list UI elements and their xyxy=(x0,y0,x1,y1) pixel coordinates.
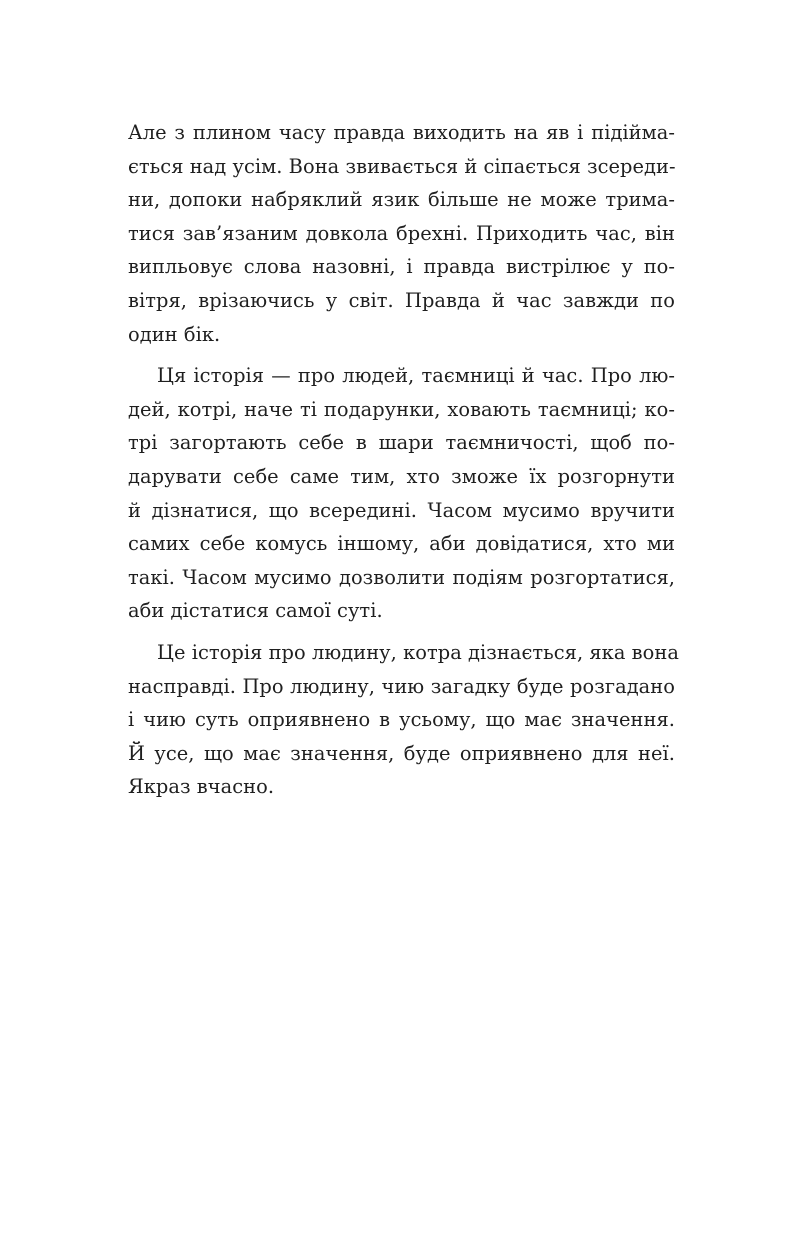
text-line: і чию суть оприявнено в усьому, що має значення. xyxy=(128,708,675,732)
text-line: й дізнатися, що всередині. Часом мусимо вручити xyxy=(128,498,675,522)
text-line: Це історія про людину, котра дізнається, яка вона xyxy=(157,640,679,664)
text-line: ни, допоки набряклий язик більше не може трима- xyxy=(128,188,675,212)
text-line: такі. Часом мусимо дозволити подіям розгортатися, xyxy=(128,565,675,589)
body-text xyxy=(128,116,679,812)
text-line: дей, котрі, наче ті подарунки, ховають таємниці; ко- xyxy=(128,397,675,421)
text-line: випльовує слова назовні, і правда вистрілює у по- xyxy=(128,255,675,279)
paragraph-1 xyxy=(128,116,675,351)
paragraph-3 xyxy=(128,636,679,804)
text-line: Й усе, що має значення, буде оприявнено для неї. xyxy=(128,741,675,765)
text-line: аби дістатися самої суті. xyxy=(128,599,383,623)
text-line: ється над усім. Вона звивається й сіпається зсереди- xyxy=(128,154,676,178)
text-line: Якраз вчасно. xyxy=(128,775,275,799)
text-line: тися зав’язаним довкола брехні. Приходить час, він xyxy=(128,221,675,245)
text-line: дарувати себе саме тим, хто зможе їх розгорнути xyxy=(128,464,675,488)
paragraph-2 xyxy=(128,359,675,628)
text-line: Але з плином часу правда виходить на яв і підійма- xyxy=(128,121,675,144)
text-line: насправді. Про людину, чию загадку буде розгадано xyxy=(128,674,675,698)
text-line: Ця історія — про людей, таємниці й час. Про лю- xyxy=(157,364,675,388)
text-line: самих себе комусь іншому, аби довідатися, хто ми xyxy=(128,532,675,556)
text-line: один бік. xyxy=(128,322,221,346)
text-line: вітря, врізаючись у світ. Правда й час завжди по xyxy=(128,288,675,312)
text-line: трі загортають себе в шари таємничості, щоб по- xyxy=(128,431,675,455)
